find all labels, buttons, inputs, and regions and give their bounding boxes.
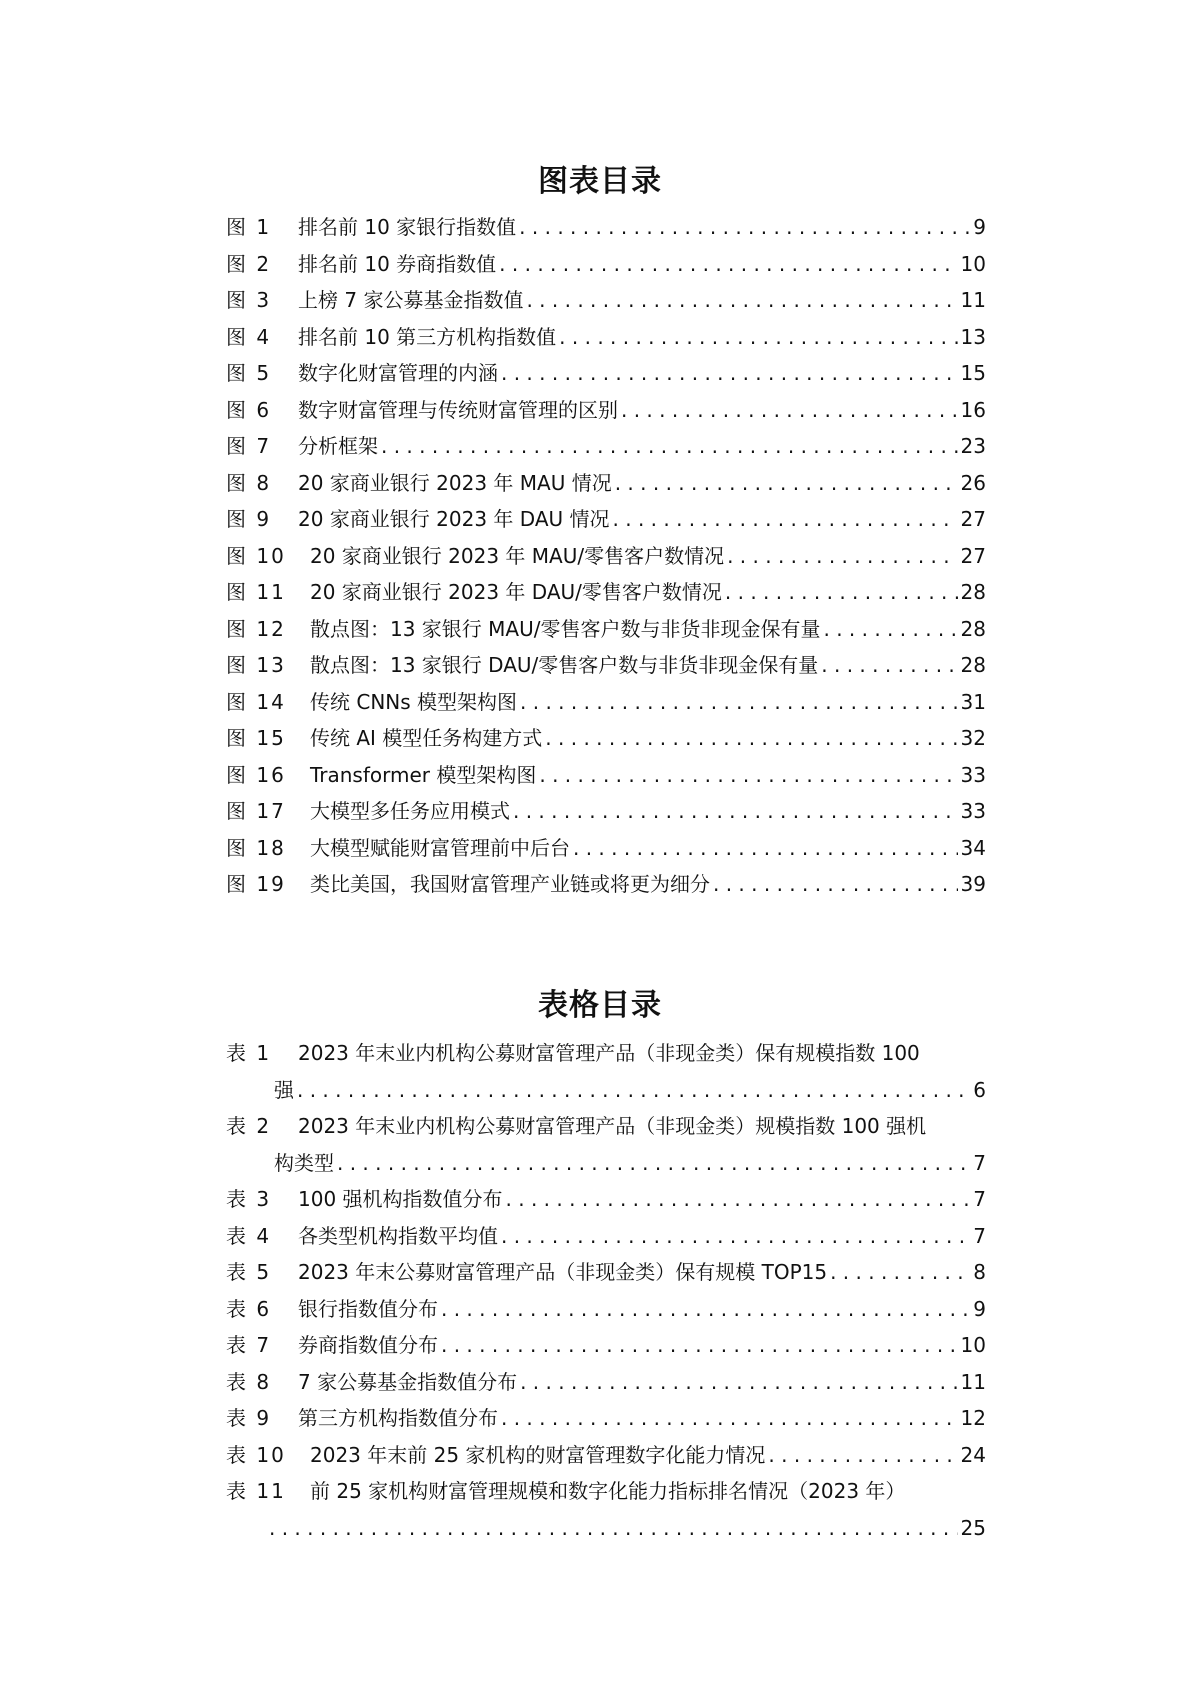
figure-dot-leader (573, 830, 958, 867)
figure-dot-leader (621, 392, 958, 429)
figure-page-number: 31 (960, 689, 986, 714)
figure-dot-leader (823, 611, 957, 648)
figure-page-number: 34 (960, 835, 986, 860)
figure-page-number: 27 (960, 507, 986, 531)
figure-page-number: 23 (960, 434, 986, 458)
figure-page-number: 9 (973, 215, 986, 239)
table-title: 前 25 家机构财富管理规模和数字化能力指标排名情况（2023 年） (310, 1479, 906, 1503)
table-page-number: 6 (973, 1077, 986, 1102)
table-label: 表 3 (226, 1187, 272, 1211)
figure-title: 排名前 10 家银行指数值 (298, 215, 517, 239)
table-page-number: 9 (973, 1296, 986, 1321)
table-title: 2023 年末公募财富管理产品（非现金类）保有规模 TOP15 (298, 1260, 828, 1284)
figure-entry[interactable] (226, 793, 986, 830)
figure-title: 传统 CNNs 模型架构图 (310, 689, 518, 714)
figure-label: 图 7 (226, 434, 272, 458)
table-list (226, 1035, 986, 1546)
table-title: 银行指数值分布 (298, 1296, 438, 1321)
table-entry-line1[interactable] (226, 1473, 1026, 1510)
table-dot-leader (506, 1181, 971, 1218)
figure-label: 图 11 (226, 580, 286, 604)
figure-list (226, 209, 986, 903)
figure-entry[interactable] (226, 392, 986, 429)
figure-label: 图 5 (226, 361, 272, 385)
figure-dot-leader (559, 319, 957, 356)
figure-title: 散点图：13 家银行 MAU/零售客户数与非货非现金保有量 (310, 616, 821, 641)
table-entry-line1[interactable] (226, 1035, 1026, 1072)
table-page-number: 25 (960, 1515, 986, 1540)
table-page-number: 8 (973, 1260, 986, 1284)
table-entry[interactable] (226, 1327, 986, 1364)
table-label: 表 10 (226, 1442, 286, 1467)
figure-page-number: 10 (960, 251, 986, 276)
figure-title: 大模型赋能财富管理前中后台 (310, 835, 570, 860)
figure-title: 20 家商业银行 2023 年 DAU/零售客户数情况 (310, 580, 722, 604)
table-label: 表 7 (226, 1333, 272, 1357)
figure-entry[interactable] (226, 611, 986, 648)
figure-label: 图 18 (226, 835, 286, 860)
table-dot-leader (337, 1145, 970, 1182)
figure-entry[interactable] (226, 246, 986, 283)
figure-dot-leader (545, 720, 957, 757)
table-title-continued: 构类型 (274, 1150, 334, 1175)
figure-dot-leader (520, 684, 958, 721)
table-entry[interactable] (226, 1291, 986, 1328)
table-title: 2023 年末前 25 家机构的财富管理数字化能力情况 (310, 1442, 766, 1467)
table-title: 各类型机构指数平均值 (298, 1223, 498, 1248)
table-dot-leader (830, 1254, 970, 1291)
figure-entry[interactable] (226, 428, 986, 465)
figure-title: 20 家商业银行 2023 年 MAU 情况 (298, 470, 612, 495)
table-title: 第三方机构指数值分布 (298, 1406, 498, 1430)
table-dot-leader (501, 1400, 958, 1437)
table-entry-line1[interactable] (226, 1108, 1026, 1145)
figure-title: 20 家商业银行 2023 年 DAU 情况 (298, 507, 610, 531)
figure-page-number: 15 (960, 361, 986, 385)
table-page-number: 7 (973, 1187, 986, 1211)
figure-page-number: 32 (960, 726, 986, 750)
figure-dot-leader (381, 428, 958, 465)
table-entry-line2[interactable] (226, 1510, 986, 1547)
figure-dot-leader (727, 538, 957, 575)
figure-entry[interactable] (226, 538, 986, 575)
table-label: 表 4 (226, 1223, 272, 1248)
figure-dot-leader (539, 757, 957, 794)
figure-dot-leader (519, 209, 970, 246)
table-title: 2023 年末业内机构公募财富管理产品（非现金类）规模指数 100 强机 (298, 1114, 927, 1138)
figure-title: 排名前 10 第三方机构指数值 (298, 324, 557, 349)
table-dot-leader (269, 1510, 958, 1547)
figure-dot-leader (821, 647, 957, 684)
figure-title: Transformer 模型架构图 (310, 762, 537, 787)
figures-heading: 图表目录 (538, 164, 662, 199)
table-label: 表 8 (226, 1369, 272, 1394)
figure-entry[interactable] (226, 209, 986, 246)
table-entry[interactable] (226, 1400, 986, 1437)
figure-label: 图 3 (226, 288, 272, 312)
table-entry[interactable] (226, 1218, 986, 1255)
figure-entry[interactable] (226, 574, 986, 611)
table-title: 100 强机构指数值分布 (298, 1187, 503, 1211)
figure-label: 图 12 (226, 616, 286, 641)
figure-label: 图 19 (226, 872, 286, 896)
figure-page-number: 28 (960, 653, 986, 677)
figure-dot-leader (613, 501, 958, 538)
figure-label: 图 17 (226, 799, 286, 823)
figure-entry[interactable] (226, 319, 986, 356)
table-page-number: 11 (960, 1369, 986, 1394)
figure-page-number: 28 (960, 616, 986, 641)
figure-label: 图 14 (226, 689, 286, 714)
table-page-number: 12 (960, 1406, 986, 1430)
table-page-number: 24 (960, 1442, 986, 1467)
figure-entry[interactable] (226, 720, 986, 757)
figure-entry[interactable] (226, 647, 986, 684)
table-dot-leader (520, 1364, 957, 1401)
figure-entry[interactable] (226, 282, 986, 319)
figure-label: 图 6 (226, 397, 272, 422)
figure-title: 上榜 7 家公募基金指数值 (298, 288, 524, 312)
table-label: 表 1 (226, 1041, 272, 1065)
table-label: 表 2 (226, 1114, 272, 1138)
table-page-number: 10 (960, 1333, 986, 1357)
figure-page-number: 11 (960, 288, 986, 312)
tables-heading: 表格目录 (538, 988, 662, 1023)
figure-dot-leader (501, 355, 958, 392)
table-dot-leader (501, 1218, 970, 1255)
table-entry[interactable] (226, 1254, 986, 1291)
table-dot-leader (297, 1072, 970, 1109)
table-title: 7 家公募基金指数值分布 (298, 1369, 518, 1394)
table-title: 券商指数值分布 (298, 1333, 438, 1357)
figure-label: 图 15 (226, 726, 286, 750)
figure-page-number: 13 (960, 324, 986, 349)
table-entry[interactable] (226, 1181, 986, 1218)
figure-entry[interactable] (226, 830, 986, 867)
figure-page-number: 39 (960, 872, 986, 896)
figure-entry[interactable] (226, 757, 986, 794)
figure-page-number: 27 (960, 543, 986, 568)
table-entry-line2[interactable] (226, 1072, 986, 1109)
figure-page-number: 16 (960, 397, 986, 422)
figure-title: 20 家商业银行 2023 年 MAU/零售客户数情况 (310, 543, 725, 568)
table-label: 表 9 (226, 1406, 272, 1430)
table-label: 表 6 (226, 1296, 272, 1321)
table-entry-line2[interactable] (226, 1145, 986, 1182)
figure-title: 数字财富管理与传统财富管理的区别 (298, 397, 618, 422)
figure-entry[interactable] (226, 866, 986, 903)
figure-entry[interactable] (226, 501, 986, 538)
figure-label: 图 8 (226, 470, 272, 495)
table-page-number: 7 (973, 1223, 986, 1248)
table-dot-leader (768, 1437, 957, 1474)
table-label: 表 5 (226, 1260, 272, 1284)
figure-entry[interactable] (226, 355, 986, 392)
table-page-number: 7 (973, 1150, 986, 1175)
figure-label: 图 2 (226, 251, 272, 276)
table-dot-leader (441, 1327, 958, 1364)
figure-dot-leader (725, 574, 958, 611)
figure-page-number: 28 (960, 580, 986, 604)
figure-entry[interactable] (226, 684, 986, 721)
table-dot-leader (441, 1291, 970, 1328)
figure-page-number: 33 (960, 762, 986, 787)
table-title-continued: 强 (274, 1077, 294, 1102)
table-title: 2023 年末业内机构公募财富管理产品（非现金类）保有规模指数 100 (298, 1041, 920, 1065)
figure-label: 图 13 (226, 653, 286, 677)
figure-page-number: 33 (960, 799, 986, 823)
table-entry[interactable] (226, 1437, 986, 1474)
figure-label: 图 10 (226, 543, 286, 568)
figure-entry[interactable] (226, 465, 986, 502)
figure-dot-leader (713, 866, 958, 903)
figure-title: 类比美国，我国财富管理产业链或将更为细分 (310, 872, 710, 896)
figure-dot-leader (513, 793, 958, 830)
figure-title: 数字化财富管理的内涵 (298, 361, 498, 385)
figure-label: 图 4 (226, 324, 272, 349)
figure-label: 图 9 (226, 507, 272, 531)
figure-page-number: 26 (960, 470, 986, 495)
figure-title: 分析框架 (298, 434, 378, 458)
figure-label: 图 1 (226, 215, 272, 239)
figure-title: 排名前 10 券商指数值 (298, 251, 497, 276)
figure-title: 传统 AI 模型任务构建方式 (310, 726, 543, 750)
figure-dot-leader (526, 282, 957, 319)
figure-label: 图 16 (226, 762, 286, 787)
table-entry[interactable] (226, 1364, 986, 1401)
figure-title: 大模型多任务应用模式 (310, 799, 510, 823)
figure-title: 散点图：13 家银行 DAU/零售客户数与非货非现金保有量 (310, 653, 819, 677)
figure-dot-leader (499, 246, 957, 283)
table-label: 表 11 (226, 1479, 286, 1503)
figure-dot-leader (615, 465, 958, 502)
